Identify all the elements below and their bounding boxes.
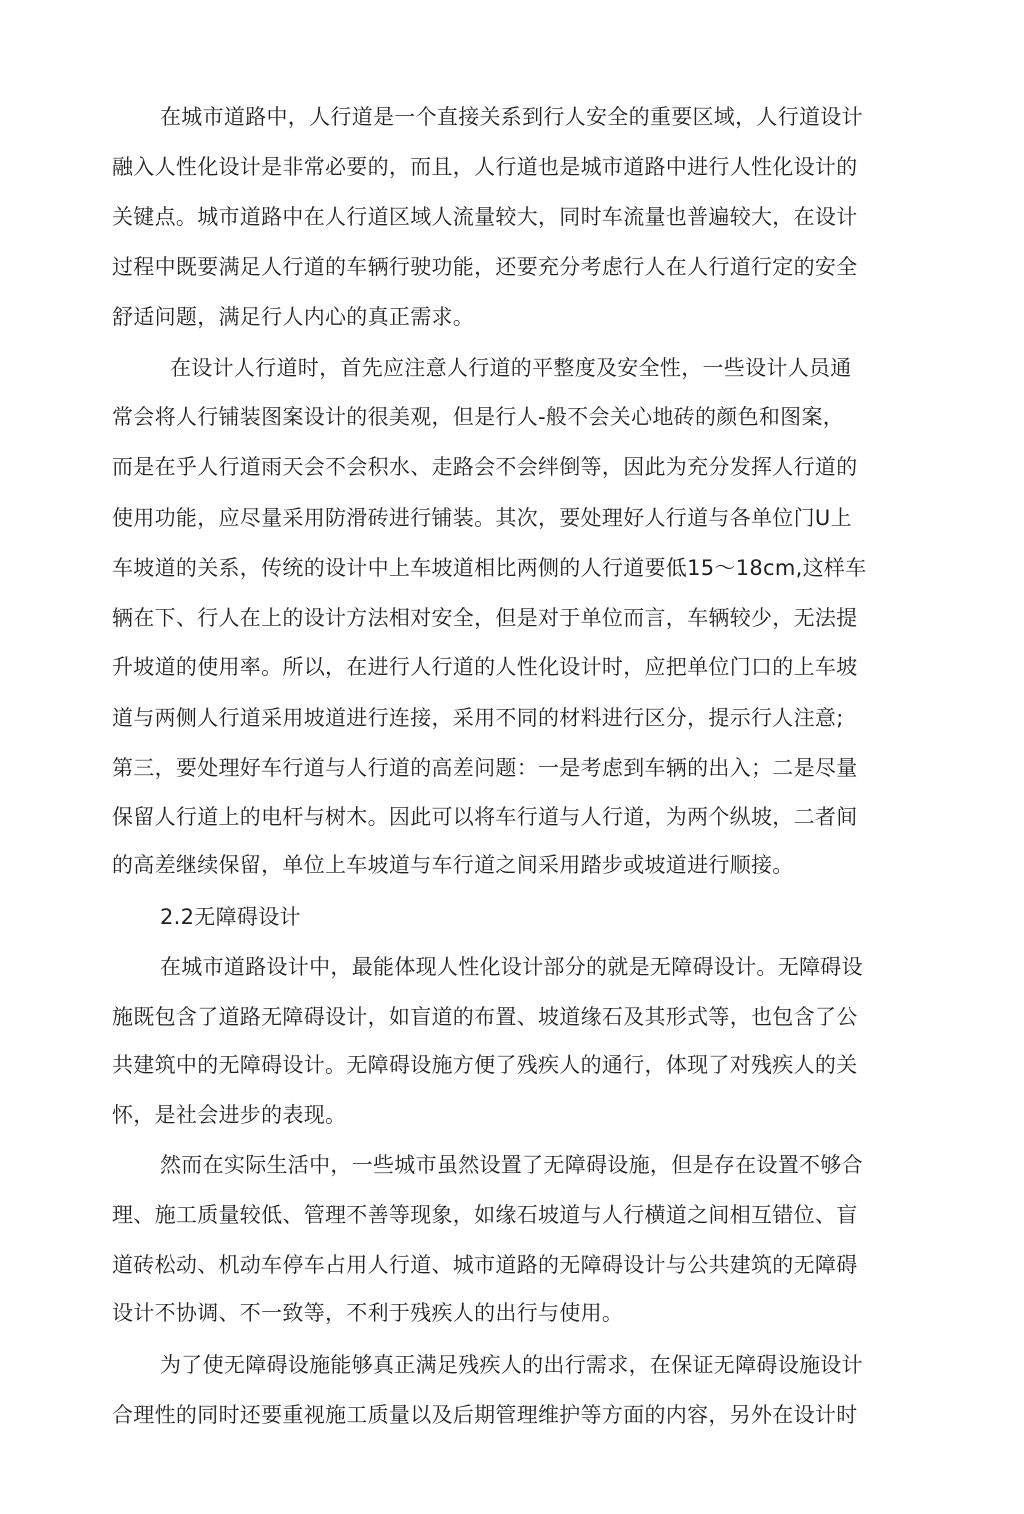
paragraph-2-line-4: 使用功能，应尽量采用防滑砖进行铺装。其次，要处理好人行道与各单位门U上 <box>112 506 852 530</box>
paragraph-4-line-1: 然而在实际生活中，一些城市虽然设置了无障碍设施，但是存在设置不够合 <box>160 1153 863 1177</box>
paragraph-1-line-1: 在城市道路中，人行道是一个直接关系到行人安全的重要区域，人行道设计 <box>160 105 863 129</box>
paragraph-2-line-6: 辆在下、行人在上的设计方法相对安全，但是对于单位而言，车辆较少，无法提 <box>112 606 858 630</box>
paragraph-3-line-2: 施既包含了道路无障碍设计，如盲道的布置、坡道缘石及其形式等，也包含了公 <box>112 1005 858 1029</box>
paragraph-5-line-2: 合理性的同时还要重视施工质量以及后期管理维护等方面的内容，另外在设计时 <box>112 1403 858 1427</box>
paragraph-2-line-8: 道与两侧人行道采用坡道进行连接，采用不同的材料进行区分，提示行人注意; <box>112 706 844 730</box>
paragraph-1-line-3: 关键点。城市道路中在人行道区域人流量较大，同时车流量也普遍较大，在设计 <box>112 205 858 229</box>
section-heading: 2.2无障碍设计 <box>160 905 301 929</box>
paragraph-2-line-9: 第三，要处理好车行道与人行道的高差问题：一是考虑到车辆的出入；二是尽量 <box>112 756 858 780</box>
paragraph-3-line-3: 共建筑中的无障碍设计。无障碍设施方便了残疾人的通行，体现了对残疾人的关 <box>112 1053 858 1077</box>
paragraph-2-line-3: 而是在乎人行道雨天会不会积水、走路会不会绊倒等，因此为充分发挥人行道的 <box>112 455 858 479</box>
paragraph-2-line-1: 在设计人行道时，首先应注意人行道的平整度及安全性，一些设计人员通 <box>170 356 852 380</box>
paragraph-2-line-2: 常会将人行铺装图案设计的很美观，但是行人-般不会关心地砖的颜色和图案， <box>112 405 845 429</box>
paragraph-3-line-1: 在城市道路设计中，最能体现人性化设计部分的就是无障碍设计。无障碍设 <box>160 955 863 979</box>
paragraph-2-line-11: 的高差继续保留，单位上车坡道与车行道之间采用踏步或坡道进行顺接。 <box>112 853 794 877</box>
paragraph-1-line-2: 融入人性化设计是非常必要的，而且，人行道也是城市道路中进行人性化设计的 <box>112 155 858 179</box>
paragraph-3-line-4: 怀，是社会进步的表现。 <box>112 1103 347 1127</box>
paragraph-2-line-10: 保留人行道上的电杆与树木。因此可以将车行道与人行道，为两个纵坡，二者间 <box>112 805 858 829</box>
paragraph-1-line-5: 舒适问题，满足行人内心的真正需求。 <box>112 305 475 329</box>
paragraph-5-line-1: 为了使无障碍设施能够真正满足残疾人的出行需求，在保证无障碍设施设计 <box>160 1353 863 1377</box>
paragraph-2-line-7: 升坡道的使用率。所以，在进行人行道的人性化设计时，应把单位门口的上车坡 <box>112 655 858 679</box>
paragraph-4-line-4: 设计不协调、不一致等，不利于残疾人的出行与使用。 <box>112 1301 624 1325</box>
paragraph-4-line-3: 道砖松动、机动车停车占用人行道、城市道路的无障碍设计与公共建筑的无障碍 <box>112 1253 858 1277</box>
paragraph-2-line-5: 车坡道的关系，传统的设计中上车坡道相比两侧的人行道要低15～18cm,这样车 <box>112 556 867 580</box>
paragraph-4-line-2: 理、施工质量较低、管理不善等现象，如缘石坡道与人行横道之间相互错位、盲 <box>112 1203 858 1227</box>
paragraph-1-line-4: 过程中既要满足人行道的车辆行驶功能，还要充分考虑行人在人行道行定的安全 <box>112 255 858 279</box>
